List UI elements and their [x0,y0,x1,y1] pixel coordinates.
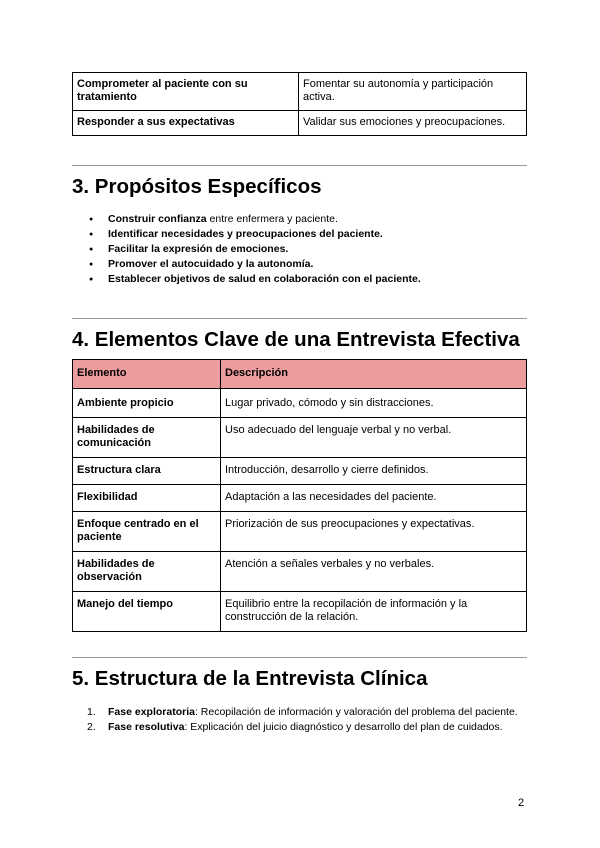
table-row [73,458,527,485]
table-row [73,485,527,512]
table-cell: Validar sus emociones y preocupaciones. [299,111,527,136]
section-3-list [72,212,421,287]
list-item: 1. Fase exploratoria: Recopilación de información y valoración del problema del paciente. [87,706,518,718]
objectives-table [72,72,527,136]
table-cell: Comprometer al paciente con su tratamiento [73,73,299,111]
table-row [73,552,527,592]
key-elements-table [72,359,527,632]
list-item: ● Identificar necesidades y preocupaciones del paciente. [72,227,421,242]
list-item: ● Construir confianza entre enfermera y paciente. [72,212,421,227]
table-cell: Habilidades de comunicación [73,418,221,458]
table-header-cell: Elemento [73,360,221,389]
table-cell: Priorización de sus preocupaciones y expectativas. [221,512,527,552]
table-cell: Flexibilidad [73,485,221,512]
section-3-title: 3. Propósitos Específicos [72,175,322,198]
table-cell: Equilibrio entre la recopilación de información y la construcción de la relación. [221,592,527,632]
table-row [73,73,527,111]
table-row [73,592,527,632]
table-row [73,111,527,136]
table-cell: Estructura clara [73,458,221,485]
table-cell: Manejo del tiempo [73,592,221,632]
list-item: ● Establecer objetivos de salud en colaboración con el paciente. [72,272,421,287]
divider [72,165,527,166]
table-header-row [73,360,527,389]
list-item: ● Facilitar la expresión de emociones. [72,242,421,257]
table-header-cell: Descripción [221,360,527,389]
table-cell: Responder a sus expectativas [73,111,299,136]
page-number: 2 [518,797,525,809]
table-cell: Ambiente propicio [73,389,221,418]
table-cell: Adaptación a las necesidades del paciente. [221,485,527,512]
table-cell: Lugar privado, cómodo y sin distracciones. [221,389,527,418]
table-cell: Enfoque centrado en el paciente [73,512,221,552]
section-4-title: 4. Elementos Clave de una Entrevista Efectiva [72,328,520,351]
table-cell: Introducción, desarrollo y cierre definidos. [221,458,527,485]
list-item: 2. Fase resolutiva: Explicación del juicio diagnóstico y desarrollo del plan de cuidados. [87,721,503,733]
table-cell: Fomentar su autonomía y participación activa. [299,73,527,111]
table-row [73,389,527,418]
section-5-title: 5. Estructura de la Entrevista Clínica [72,667,428,690]
table-row [73,418,527,458]
table-row [73,512,527,552]
table-cell: Uso adecuado del lenguaje verbal y no verbal. [221,418,527,458]
list-item: ● Promover el autocuidado y la autonomía. [72,257,421,272]
table-cell: Atención a señales verbales y no verbales. [221,552,527,592]
table-cell: Habilidades de observación [73,552,221,592]
section-5-list [72,705,528,735]
divider [72,657,527,658]
divider [72,318,527,319]
